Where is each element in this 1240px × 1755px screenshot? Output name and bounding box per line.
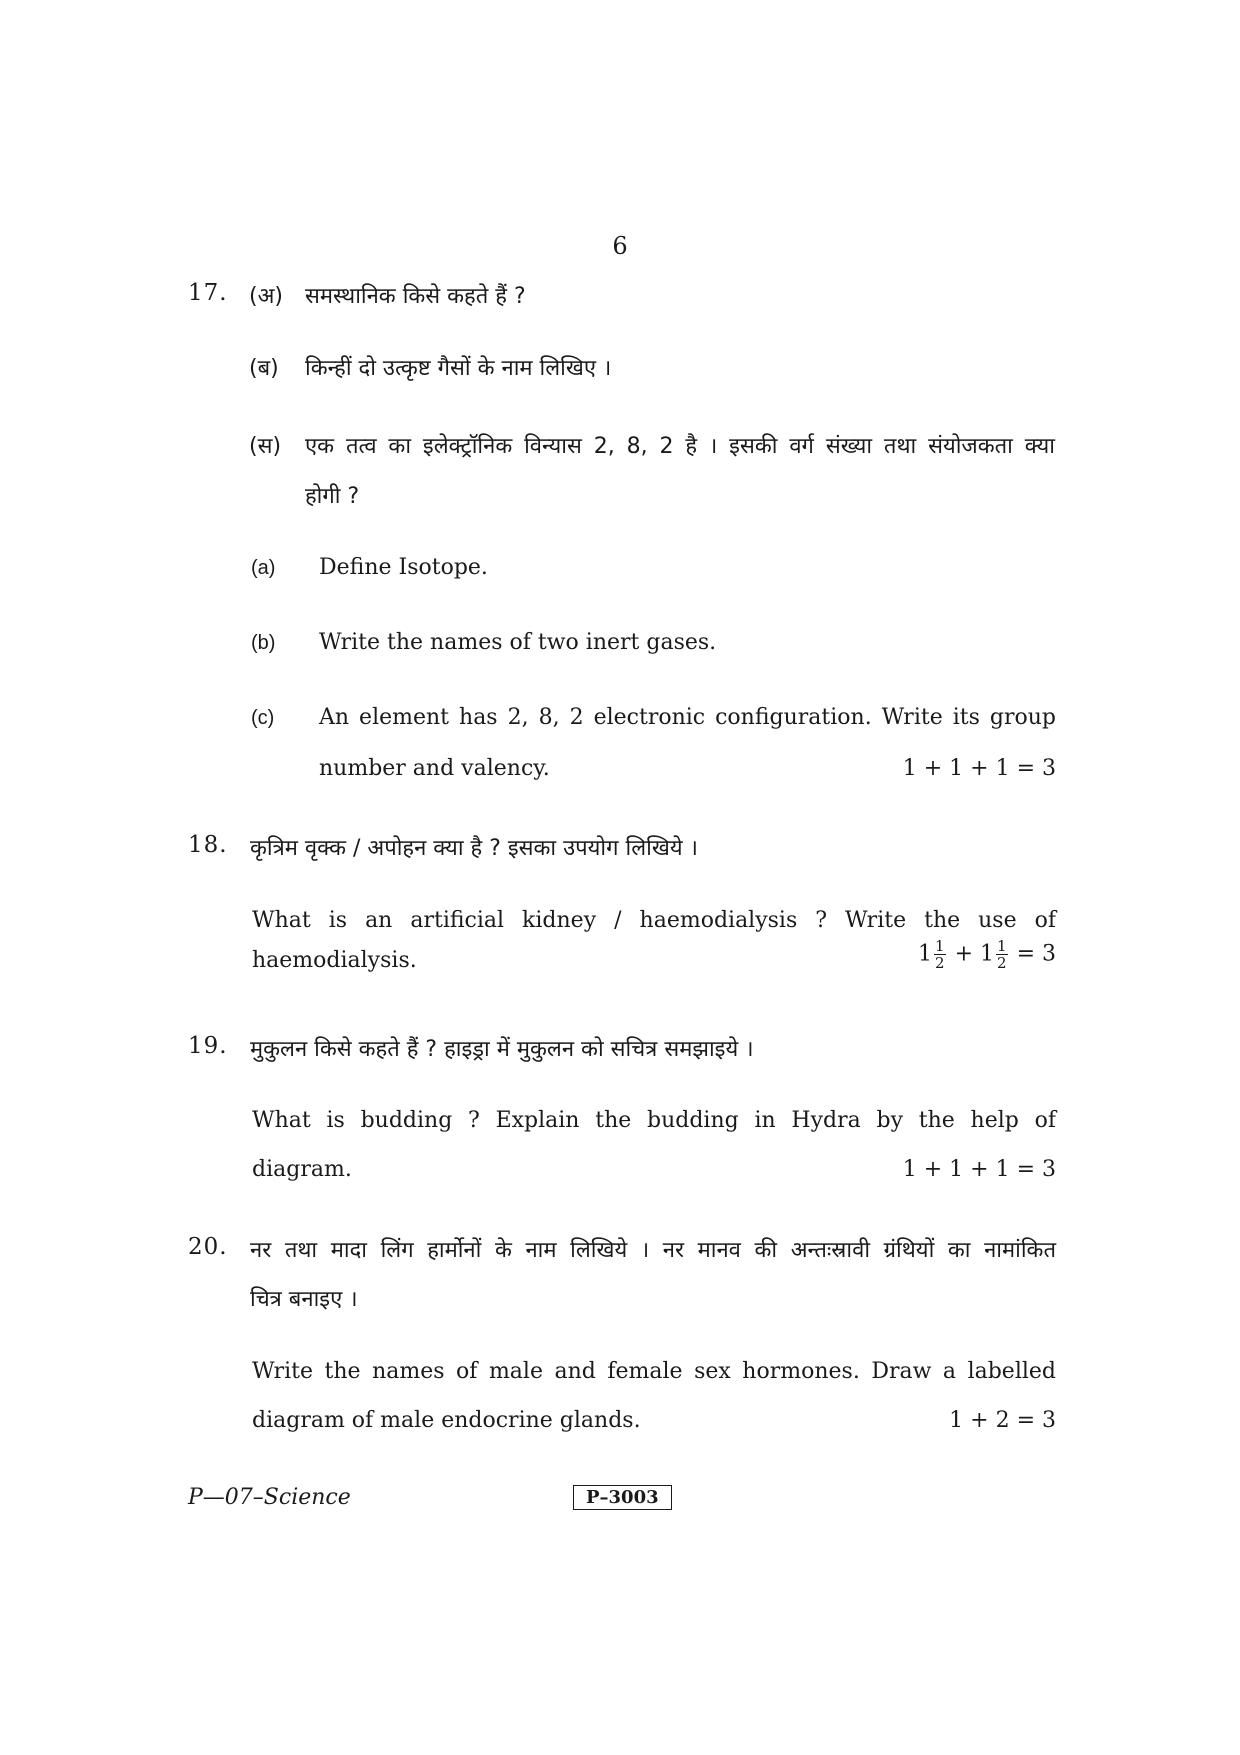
marks: 1 + 1 + 1 = 3 [902, 1157, 1056, 1182]
fraction-denominator: 2 [997, 954, 1007, 972]
question-text-english: Define Isotope. [319, 555, 488, 580]
question-text-english: diagram of male endocrine glands. [252, 1408, 641, 1433]
question-text-english: An element has 2, 8, 2 electronic configuration. Write its group [319, 705, 1056, 730]
marks: 1 + 2 = 3 [949, 1408, 1056, 1433]
question-text-hindi: मुकुलन किसे कहते हैं ? हाइड्रा में मुकुलन को सचित्र समझाइये । [250, 1037, 754, 1062]
marks-whole: 1 [918, 941, 933, 967]
footer-paper-code: P—07–Science [188, 1485, 351, 1510]
marks-fraction [934, 938, 946, 971]
question-text-hindi: समस्थानिक किसे कहते हैं ? [305, 284, 526, 309]
fraction-denominator: 2 [935, 954, 945, 972]
sub-label: (a) [251, 557, 276, 579]
sub-label: (अ) [249, 284, 283, 309]
question-number: 20. [188, 1234, 228, 1260]
question-text-english: Write the names of male and female sex hormones. Draw a labelled [252, 1359, 1056, 1384]
question-text-hindi: नर तथा मादा लिंग हार्मोनों के नाम लिखिये । नर मानव की अन्तःस्रावी ग्रंथियों का नामांकित [250, 1238, 1056, 1263]
question-number: 17. [188, 280, 228, 306]
fraction-numerator: 1 [935, 937, 945, 955]
sub-label: (c) [251, 707, 275, 729]
question-text-english: haemodialysis. [252, 948, 417, 973]
sub-label: (ब) [249, 356, 279, 381]
question-text-hindi: कृत्रिम वृक्क / अपोहन क्या है ? इसका उपयोग लिखिये । [250, 836, 698, 861]
question-text-english: Write the names of two inert gases. [319, 630, 717, 655]
marks [918, 938, 1056, 971]
question-number: 18. [188, 832, 228, 858]
question-text-english: What is budding ? Explain the budding in Hydra by the help of [252, 1108, 1056, 1133]
question-text-english: What is an artificial kidney / haemodialysis ? Write the use of [252, 908, 1056, 933]
marks-whole: 1 [980, 941, 995, 967]
marks: 1 + 1 + 1 = 3 [902, 756, 1056, 781]
marks-fraction [996, 938, 1008, 971]
marks-total: = 3 [1016, 941, 1056, 967]
sub-label: (स) [249, 434, 282, 459]
question-number: 19. [188, 1033, 228, 1059]
page-number: 6 [612, 232, 628, 260]
fraction-numerator: 1 [997, 937, 1007, 955]
marks-plus: + [954, 941, 974, 967]
question-text-english: number and valency. [319, 756, 550, 781]
footer-boxed-code: P–3003 [573, 1485, 672, 1510]
sub-label: (b) [251, 632, 276, 654]
question-text-hindi: किन्हीं दो उत्कृष्ट गैसों के नाम लिखिए । [305, 356, 612, 381]
question-text-hindi: एक तत्व का इलेक्ट्रॉनिक विन्यास 2, 8, 2 है । इसकी वर्ग संख्या तथा संयोजकता क्या [305, 434, 1055, 459]
question-text-english: diagram. [252, 1157, 352, 1182]
question-text-hindi: चित्र बनाइए । [250, 1287, 358, 1312]
question-text-hindi: होगी ? [305, 484, 360, 509]
